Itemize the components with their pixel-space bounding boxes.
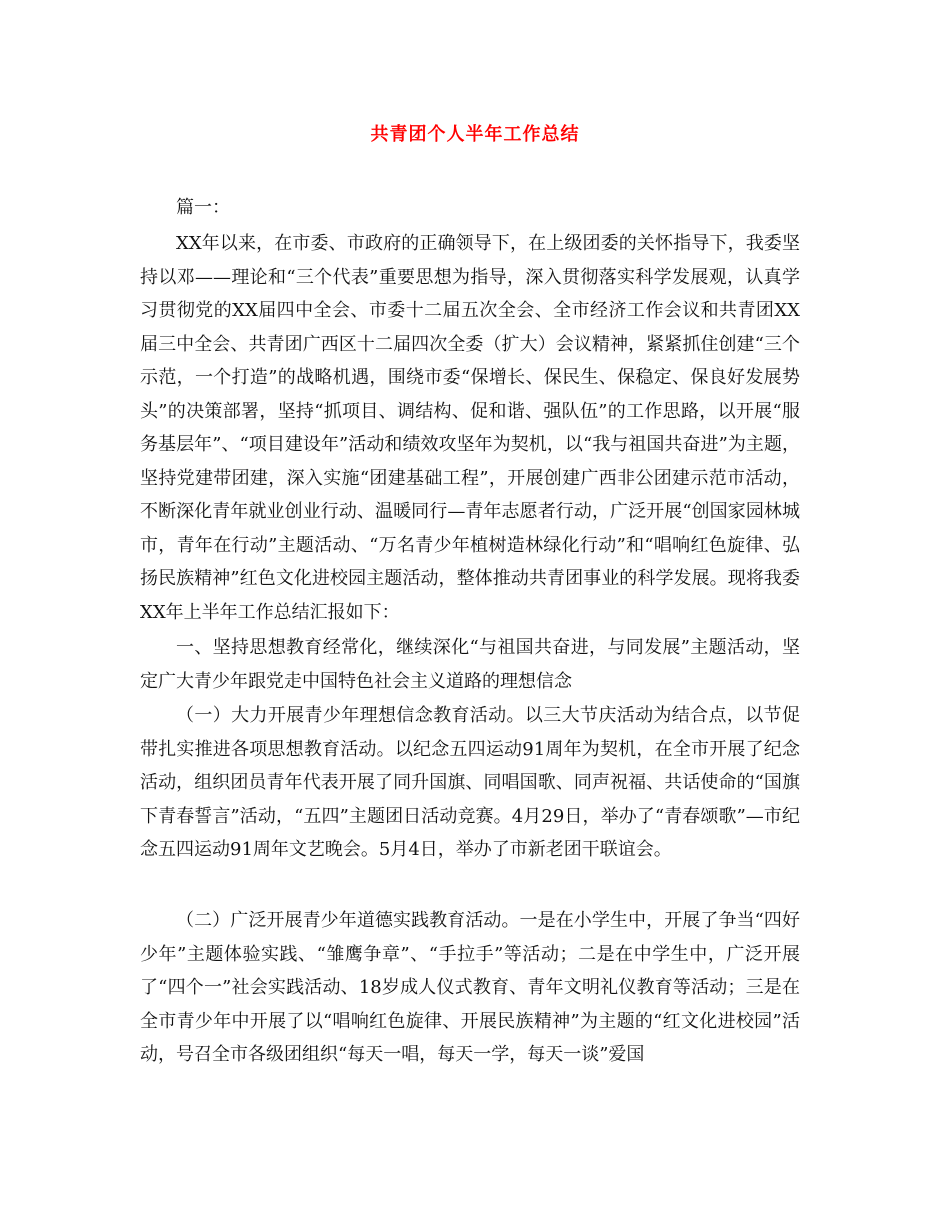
section-label: 篇一： <box>176 197 230 218</box>
paragraph-heading-1: 一、坚持思想教育经常化，继续深化“与祖国共奋进，与同发展”主题活动，坚定广大青少年跟党走中国特色社会主义道路的理想信念 <box>140 637 800 692</box>
paragraph-intro: XX年以来，在市委、市政府的正确领导下，在上级团委的关怀指导下，我委坚持以邓——理论和“三个代表”重要思想为指导，深入贯彻落实科学发展观，认真学习贯彻党的XX届四中全会、市委十二届五次全会、全市经济工作会议和共青团XX届三中全会、共青团广西区十二届四次全委（扩大）会议精神，紧紧抓住创建“三个示范，一个打造”的战略机遇，围绕市委“保增长、保民生、保稳定、保良好发展势头”的决策部署，坚持“抓项目、调结构、促和谐、强队伍”的工作思路，以开展“服务基层年”、“项目建设年”活动和绩效攻坚年为契机，以“我与祖国共奋进”为主题，坚持党建带团建，深入实施“团建基础工程”，开展创建广西非公团建示范市活动，不断深化青年就业创业行动、温暖同行—青年志愿者行动，广泛开展“创国家园林城市，青年在行动”主题活动、“万名青少年植树造林绿化行动”和“唱响红色旋律、弘扬民族精神”红色文化进校园主题活动，整体推动共青团事业的科学发展。现将我委XX年上半年工作总结汇报如下： <box>140 233 800 623</box>
document-title: 共青团个人半年工作总结 <box>370 124 580 145</box>
paragraph-subsection-2: （二）广泛开展青少年道德实践教育活动。一是在小学生中，开展了争当“四好少年”主题体验实践、“雏鹰争章”、“手拉手”等活动；二是在中学生中，广泛开展了“四个一”社会实践活动、18岁成人仪式教育、青年文明礼仪教育等活动；三是在全市青少年中开展了以“唱响红色旋律、开展民族精神”为主题的“红文化进校园”活动，号召全市各级团组织“每天一唱，每天一学，每天一谈”爱国 <box>140 910 800 1065</box>
paragraph-subsection-1: （一）大力开展青少年理想信念教育活动。以三大节庆活动为结合点，以节促带扎实推进各项思想教育活动。以纪念五四运动91周年为契机，在全市开展了纪念活动，组织团员青年代表开展了同升国旗、同唱国歌、同声祝福、共话使命的“国旗下青春誓言”活动，“五四”主题团日活动竞赛。4月29日，举办了“青春颂歌”—市纪念五四运动91周年文艺晚会。5月4日，举办了市新老团干联谊会。 <box>140 705 800 860</box>
